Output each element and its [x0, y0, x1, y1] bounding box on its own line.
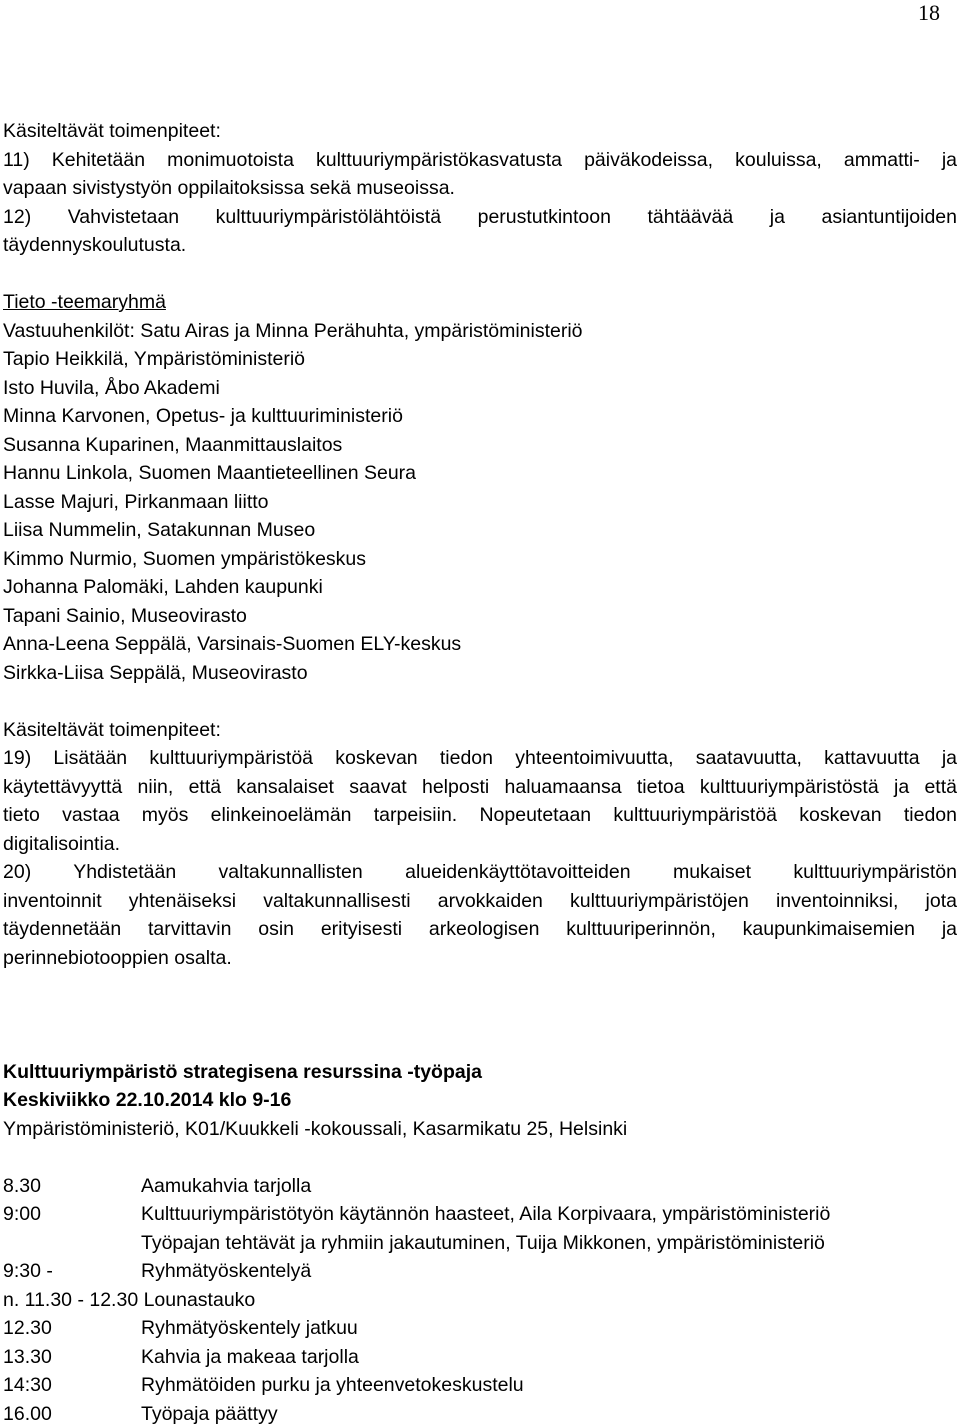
schedule-time: 8.30 — [3, 1172, 141, 1201]
group-member: Vastuuhenkilöt: Satu Airas ja Minna Perähuhta, ympäristöministeriö — [3, 317, 957, 346]
schedule-row — [3, 1314, 957, 1343]
group-member: Sirkka-Liisa Seppälä, Museovirasto — [3, 659, 957, 688]
section2-line: digitalisointia. — [3, 830, 957, 859]
group-member: Isto Huvila, Åbo Akademi — [3, 374, 957, 403]
section2-line: täydennetään tarvittavin osin erityisesti arkeologisen kulttuuriperinnön, kaupunkimaisemien ja — [3, 915, 957, 944]
schedule-time — [3, 1229, 141, 1258]
section1-heading: Käsiteltävät toimenpiteet: — [3, 117, 957, 146]
section2-heading: Käsiteltävät toimenpiteet: — [3, 716, 957, 745]
schedule-row — [3, 1286, 957, 1315]
section2-line: 20) Yhdistetään valtakunnallisten alueidenkäyttötavoitteiden mukaiset kulttuuriympäristön — [3, 858, 957, 887]
schedule-row — [3, 1229, 957, 1258]
group-member: Minna Karvonen, Opetus- ja kulttuuriministeriö — [3, 402, 957, 431]
section2-line: inventoinnit yhtenäiseksi valtakunnallisesti arvokkaiden kulttuuriympäristöjen inventoinniksi, jota — [3, 887, 957, 916]
schedule-item: Työpaja päättyy — [141, 1400, 278, 1428]
workshop-date: Keskiviikko 22.10.2014 klo 9-16 — [3, 1086, 957, 1115]
schedule-time: 13.30 — [3, 1343, 141, 1372]
workshop-location: Ympäristöministeriö, K01/Kuukkeli -kokoussali, Kasarmikatu 25, Helsinki — [3, 1115, 957, 1144]
group-member: Tapio Heikkilä, Ympäristöministeriö — [3, 345, 957, 374]
schedule-time: 14:30 — [3, 1371, 141, 1400]
schedule-row — [3, 1200, 957, 1229]
schedule-time: n. 11.30 - 12.30 Lounastauko — [3, 1286, 255, 1315]
schedule-table — [3, 1172, 957, 1428]
schedule-item: Aamukahvia tarjolla — [141, 1172, 311, 1201]
group-member: Johanna Palomäki, Lahden kaupunki — [3, 573, 957, 602]
schedule-row — [3, 1371, 957, 1400]
section1-line: 11) Kehitetään monimuotoista kulttuuriympäristökasvatusta päiväkodeissa, kouluissa, ammatti- ja — [3, 146, 957, 175]
group-member: Kimmo Nurmio, Suomen ympäristökeskus — [3, 545, 957, 574]
schedule-time: 12.30 — [3, 1314, 141, 1343]
schedule-item: Ryhmätyöskentely jatkuu — [141, 1314, 358, 1343]
group-member: Tapani Sainio, Museovirasto — [3, 602, 957, 631]
group-title: Tieto -teemaryhmä — [3, 288, 957, 317]
section2-line: 19) Lisätään kulttuuriympäristöä koskevan tiedon yhteentoimivuutta, saatavuutta, kattavuutta ja — [3, 744, 957, 773]
schedule-item: Kahvia ja makeaa tarjolla — [141, 1343, 359, 1372]
page-number: 18 — [918, 0, 940, 26]
section2-line: käytettävyyttä niin, että kansalaiset saavat helposti haluamaansa tietoa kulttuuriympäristöstä ja että — [3, 773, 957, 802]
schedule-item: Työpajan tehtävät ja ryhmiin jakautuminen, Tuija Mikkonen, ympäristöministeriö — [141, 1229, 825, 1258]
group-member: Liisa Nummelin, Satakunnan Museo — [3, 516, 957, 545]
section2-line: tieto vastaa myös elinkeinoelämän tarpeisiin. Nopeutetaan kulttuuriympäristöä koskevan tiedon — [3, 801, 957, 830]
workshop-title: Kulttuuriympäristö strategisena resurssina -työpaja — [3, 1058, 957, 1087]
schedule-item: Ryhmätyöskentelyä — [141, 1257, 311, 1286]
group-member: Hannu Linkola, Suomen Maantieteellinen Seura — [3, 459, 957, 488]
group-member: Lasse Majuri, Pirkanmaan liitto — [3, 488, 957, 517]
section1-line: 12) Vahvistetaan kulttuuriympäristölähtöistä perustutkintoon tähtäävää ja asiantuntijoiden — [3, 203, 957, 232]
section2-line: perinnebiotooppien osalta. — [3, 944, 957, 973]
schedule-time: 16.00 — [3, 1400, 141, 1428]
group-member: Susanna Kuparinen, Maanmittauslaitos — [3, 431, 957, 460]
schedule-item: Ryhmätöiden purku ja yhteenvetokeskustelu — [141, 1371, 524, 1400]
section1-line: vapaan sivistystyön oppilaitoksissa sekä museoissa. — [3, 174, 957, 203]
schedule-time: 9:00 — [3, 1200, 141, 1229]
section1-line: täydennyskoulutusta. — [3, 231, 957, 260]
schedule-row — [3, 1172, 957, 1201]
group-member: Anna-Leena Seppälä, Varsinais-Suomen ELY-keskus — [3, 630, 957, 659]
document-body — [3, 117, 957, 1428]
schedule-row — [3, 1257, 957, 1286]
schedule-time: 9:30 - — [3, 1257, 141, 1286]
schedule-item: Kulttuuriympäristötyön käytännön haasteet, Aila Korpivaara, ympäristöministeriö — [141, 1200, 830, 1229]
schedule-row — [3, 1343, 957, 1372]
